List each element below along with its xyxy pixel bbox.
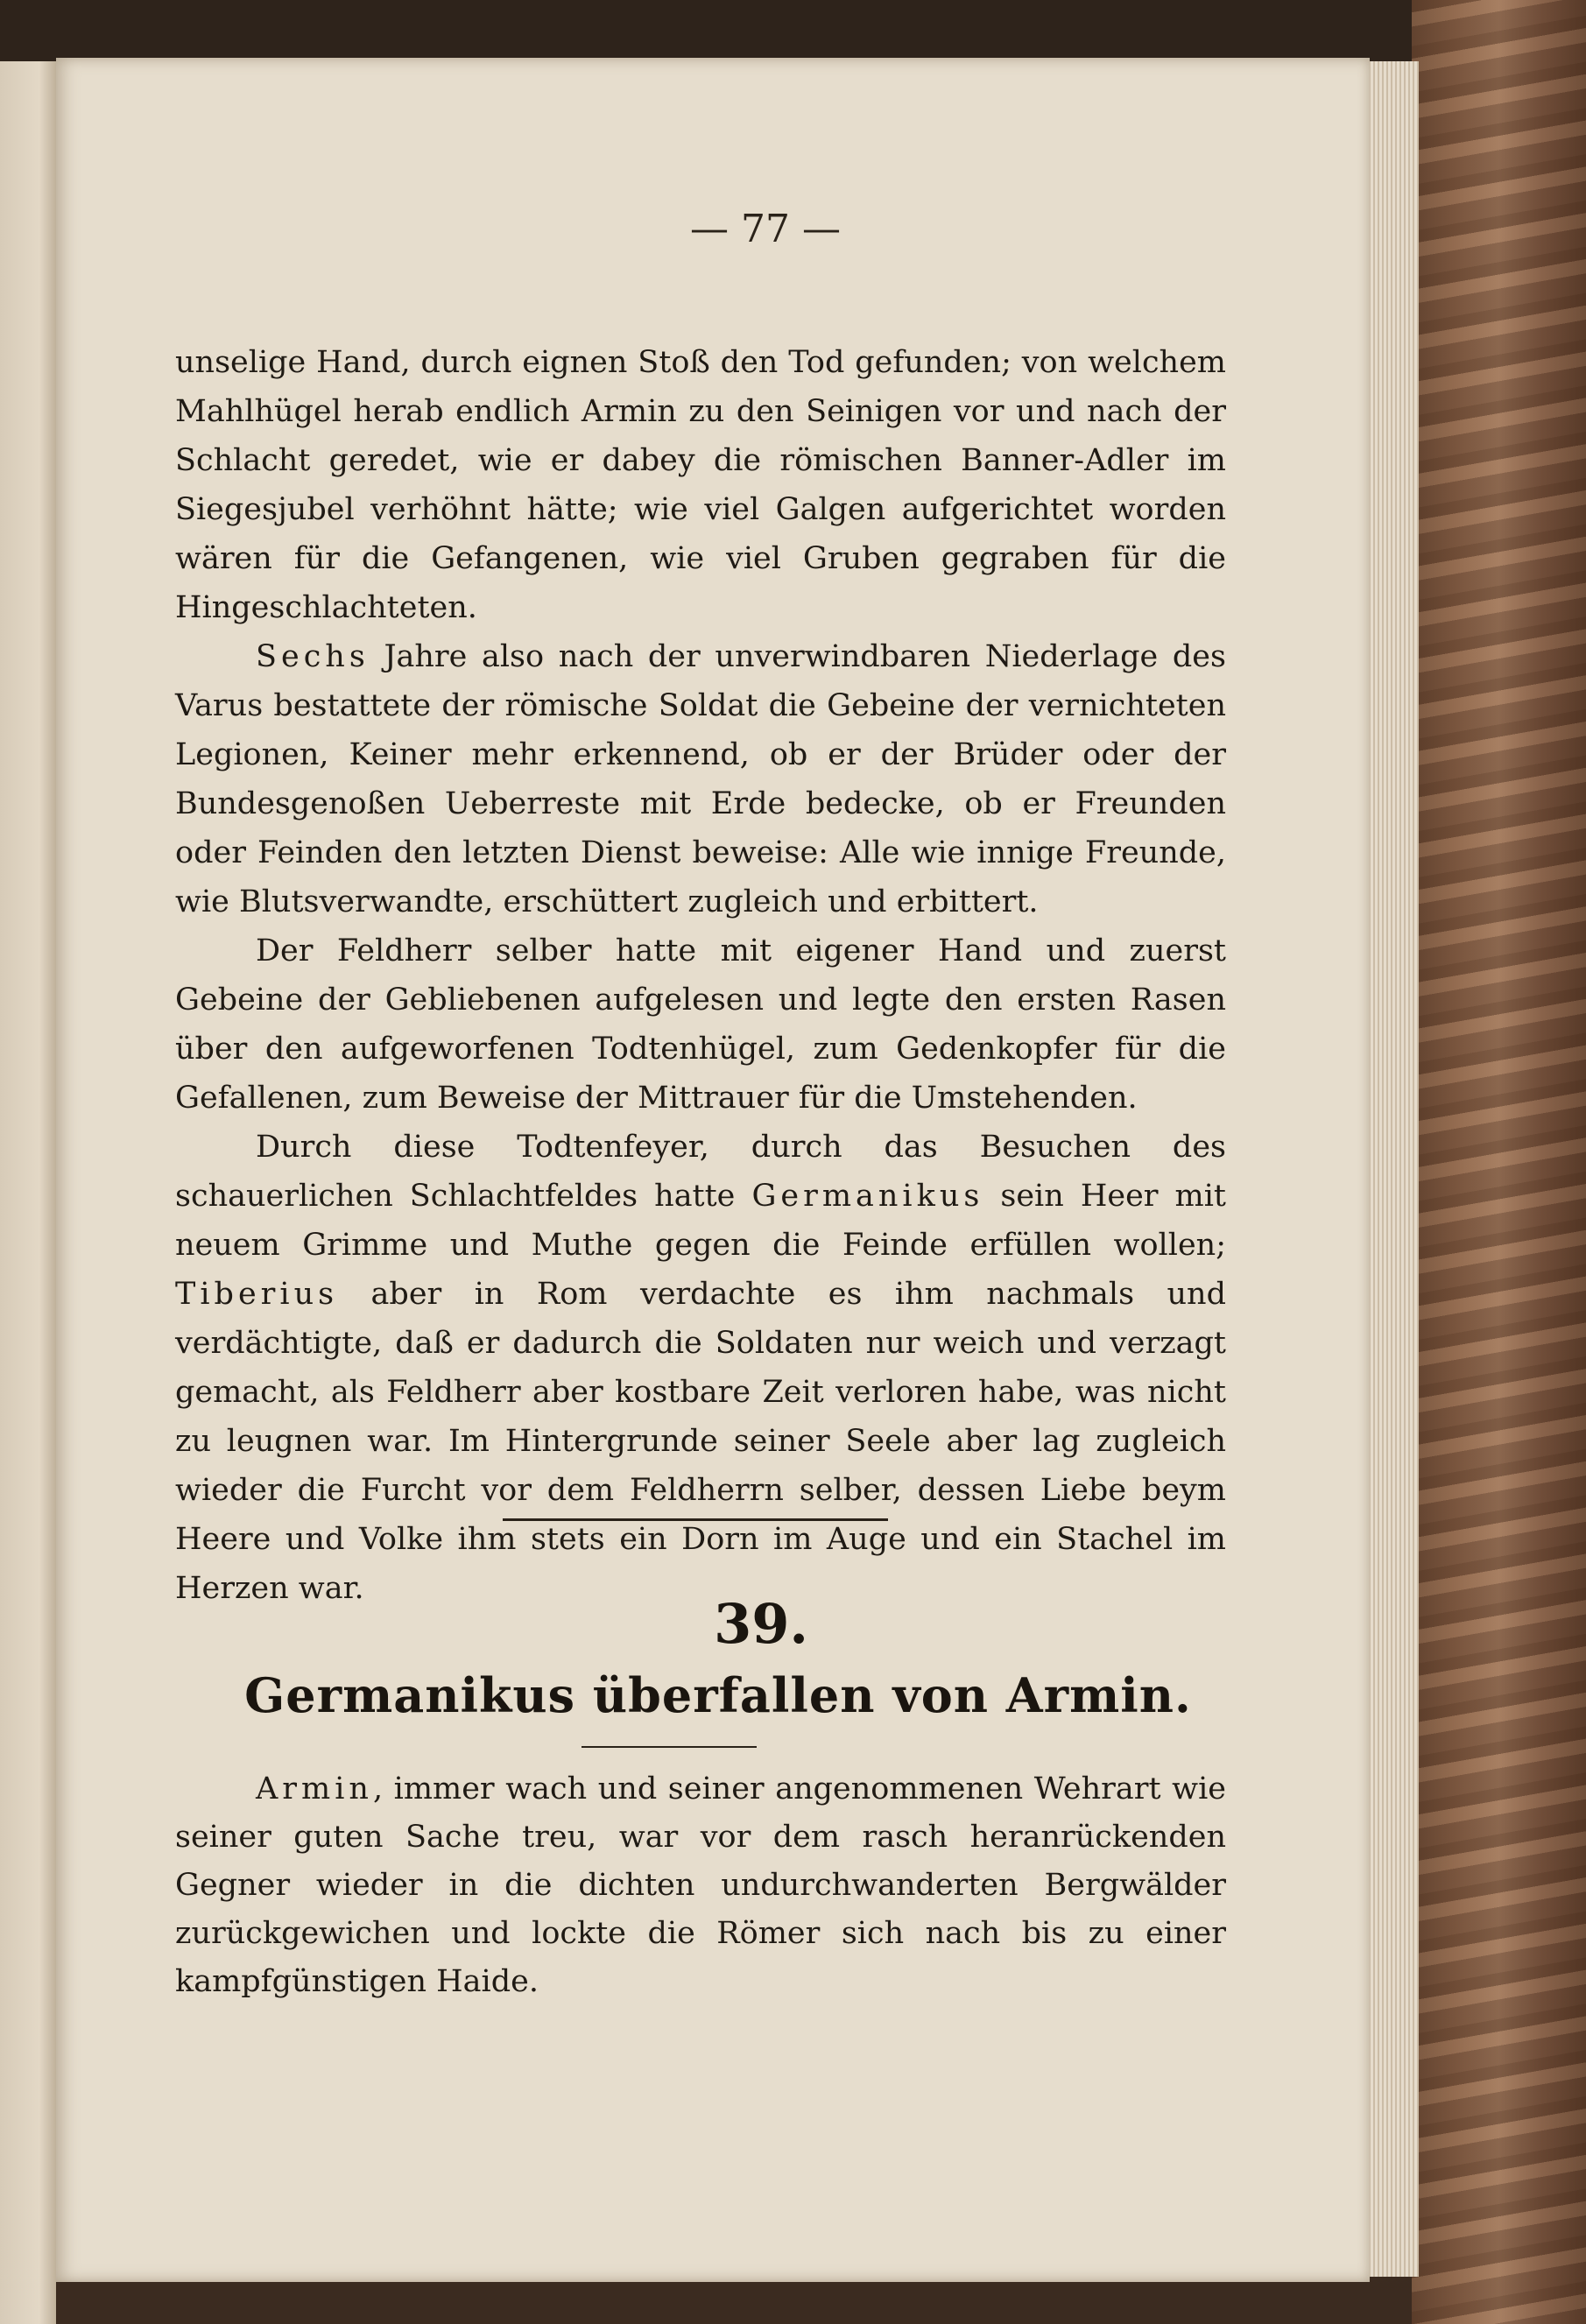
- paragraph-2-text: Jahre also nach der unverwindbaren Niederlage des Varus bestattete der römische Soldat die Gebeine der vernichteten Legionen, Keiner mehr erkennend, ob er der Brüder oder der Bundesgenoßen Ueberreste mit Erde bedecke, ob er Freunden oder Feinden den letzten Dienst beweise: Alle wie innige Freunde, wie Blutsverwandte, erschüttert zugleich und erbittert.: [175, 639, 1226, 919]
- paragraph-4-part-b: sein Heer mit neuem Grimme und Muthe gegen die Feinde erfüllen wollen;: [175, 1179, 1226, 1263]
- previous-page-edge: [0, 61, 56, 2324]
- name-armin: Armin: [256, 1771, 373, 1806]
- section-divider-rule: [503, 1518, 888, 1521]
- body-text-section-1: [175, 338, 1226, 1613]
- book-page: [56, 58, 1370, 2282]
- paragraph-2-lead: Sechs: [256, 639, 370, 674]
- body-text-section-2: [175, 1765, 1226, 2006]
- name-germanikus: Germanikus: [751, 1179, 984, 1214]
- page-number: — 77 —: [690, 207, 841, 251]
- paragraph-1: unselige Hand, durch eignen Stoß den Tod gefunden; von welchem Mahlhügel herab endlich Armin zu den Seinigen vor und nach der Schlacht geredet, wie er dabey die römischen Banner-Adler im Siegesjubel verhöhnt hätte; wie viel Galgen aufgerichtet worden wären für die Gefangenen, wie viel Gruben gegraben für die Hingeschlachteten.: [175, 345, 1226, 625]
- chapter-title: Germanikus überfallen von Armin.: [244, 1667, 1192, 1723]
- paragraph-5-text: , immer wach und seiner angenommenen Wehrart wie seiner guten Sache treu, war vor dem rasch heranrückenden Gegner wieder in die dichten undurchwanderten Bergwälder zurückgewichen und lockte die Römer sich nach bis zu einer kampfgünstigen Haide.: [175, 1771, 1226, 1999]
- paragraph-4-part-a: Durch diese Todtenfeyer, durch das Besuchen des schauerlichen Schlachtfeldes hatte: [175, 1130, 1226, 1214]
- paragraph-4: [175, 1123, 1226, 1613]
- paragraph-5: [175, 1765, 1226, 2006]
- page-edges: [1366, 61, 1419, 2277]
- name-tiberius: Tiberius: [175, 1277, 339, 1312]
- title-underline-rule: [582, 1746, 757, 1748]
- book-cover-marbled: [1412, 0, 1586, 2324]
- paragraph-3: Der Feldherr selber hatte mit eigener Hand und zuerst Gebeine der Gebliebenen aufgelesen und legte den ersten Rasen über den aufgeworfenen Todtenhügel, zum Gedenkopfer für die Gefallenen, zum Beweise der Mittrauer für die Umstehenden.: [175, 933, 1226, 1116]
- background-top: [0, 0, 1586, 61]
- paragraph-2: [175, 632, 1226, 926]
- paragraph-4-part-c: aber in Rom verdachte es ihm nachmals und verdächtigte, daß er dadurch die Soldaten nur weich und verzagt gemacht, als Feldherr aber kostbare Zeit verloren habe, was nicht zu leugnen war. Im Hintergrunde seiner Seele aber lag zugleich wieder die Furcht vor dem Feldherrn selber, dessen Liebe beym Heere und Volke ihm stets ein Dorn im Auge und ein Stachel im Herzen war.: [175, 1277, 1226, 1606]
- chapter-number: 39.: [714, 1592, 808, 1656]
